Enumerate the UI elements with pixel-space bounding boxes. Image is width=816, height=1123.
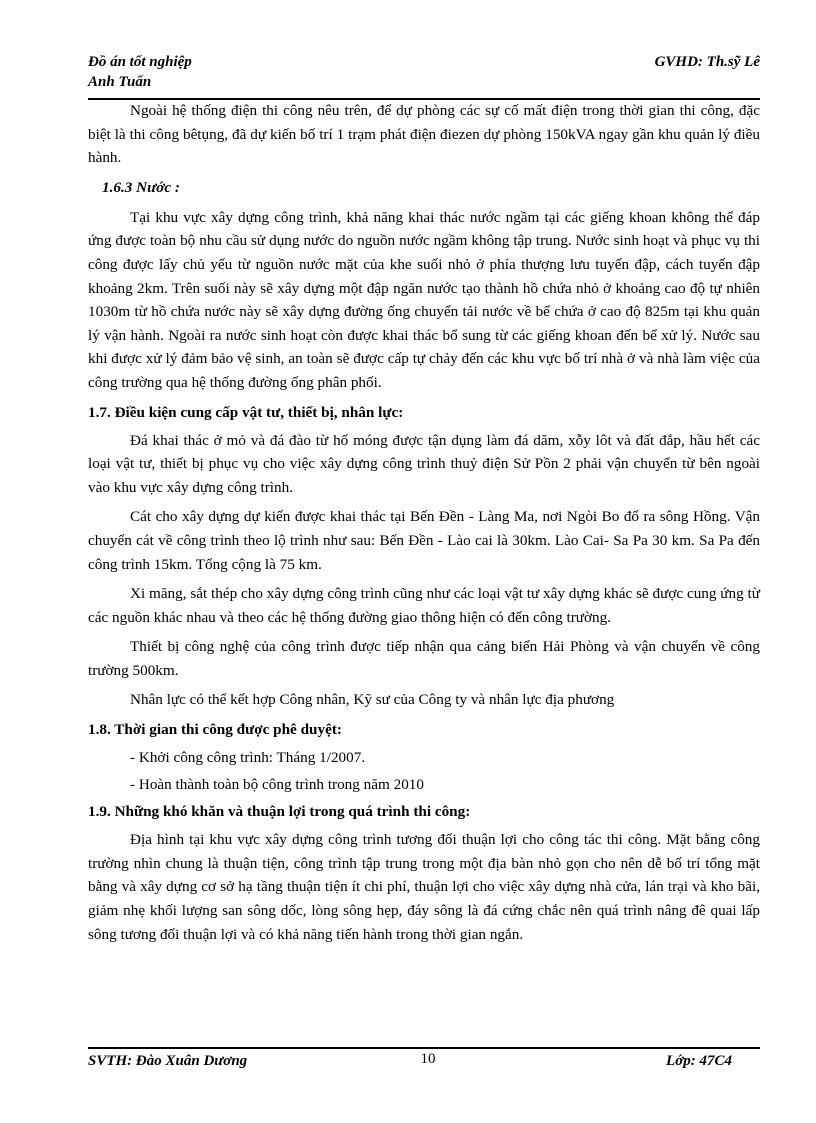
page-body xyxy=(88,99,760,952)
header-thesis-title: Đồ án tốt nghiệp xyxy=(88,54,192,70)
paragraph-materials-cement: Xi măng, sắt thép cho xây dựng công trình cũng như các loại vật tư xây dựng khác sẽ được cung ứng từ các nguồn khác nhau và theo các hệ thống đường giao thông hiện có đến công trường. xyxy=(88,585,760,626)
subsection-heading-water: 1.6.3 Nước : xyxy=(102,178,180,196)
section-heading-materials: 1.7. Điều kiện cung cấp vật tư, thiết bị, nhân lực: xyxy=(88,403,404,421)
paragraph-equipment: Thiết bị công nghệ của công trình được tiếp nhận qua cảng biển Hải Phòng và vận chuyển về công trường 500km. xyxy=(88,638,760,679)
page-header xyxy=(88,52,760,92)
page-number: 10 xyxy=(420,1051,436,1067)
section-heading-difficulties: 1.9. Những khó khăn và thuận lợi trong quá trình thi công: xyxy=(88,803,471,821)
footer-student: SVTH: Đào Xuân Dương xyxy=(88,1053,248,1069)
paragraph-materials-sand: Cát cho xây dựng dự kiến được khai thác tại Bến Đền - Làng Ma, nơi Ngòi Bo đổ ra sông Hồng. Vận chuyển cát về công trình theo lộ trình như sau: Bến Đền - Lào cai là 30km. Lào Cai- Sa Pa 30 km. Sa Pa đến công trình 15km. Tổng cộng là 75 km. xyxy=(88,508,760,573)
header-supervisor-name: Anh Tuấn xyxy=(88,74,152,90)
header-supervisor: GVHD: Th.sỹ Lê xyxy=(654,54,760,70)
section-heading-schedule: 1.8. Thời gian thi công được phê duyệt: xyxy=(88,721,342,739)
paragraph-labor: Nhân lực có thể kết hợp Công nhân, Kỹ sư của Công ty và nhân lực địa phương xyxy=(130,691,615,709)
paragraph-difficulties: Địa hình tại khu vực xây dựng công trình tương đối thuận lợi cho công tác thi công. Mặt bằng công trường nhìn chung là thuận tiện, công trình tập trung trong một địa bàn nhỏ gọn cho nên dễ bố trí tổng mặt bằng và xây dựng cơ sở hạ tầng thuận tiện ít chi phí, thuận lợi cho việc xây dựng nhà cửa, lán trại và kho bãi, giảm nhẹ khối lượng san sông dốc, lòng sông hẹp, đáy sông là đá cứng chắc nên quá trình nâng đê quai lấp sông tương đối thuận lợi và có khả năng tiến hành trong thời gian ngắn. xyxy=(88,831,760,943)
paragraph-water: Tại khu vực xây dựng công trình, khả năng khai thác nước ngầm tại các giếng khoan không thể đáp ứng được toàn bộ nhu cầu sử dụng nước do nguồn nước ngầm không tập trung. Nước sinh hoạt và phục vụ thi công được lấy chủ yếu từ nguồn nước mặt của khe suối nhỏ ở phía thượng lưu tuyến đập, cách tuyến đập khoảng 2km. Trên suối này sẽ xây dựng một đập ngăn nước tạo thành hồ chứa nhỏ ở khoảng cao độ tự nhiên 1030m từ hồ chứa nước này sẽ xây dựng đường ống chuyển tải nước về bể chứa ở cao độ 825m tại khu quản lý vận hành. Ngoài ra nước sinh hoạt còn được khai thác bổ sung từ các giếng khoan đến bể xử lý. Nước sau khi được xử lý đảm bảo vệ sinh, an toàn sẽ được cấp tự chảy đến các khu vực bố trí nhà ở và nhà làm việc của công trường qua hệ thống đường ống phân phối. xyxy=(88,208,760,391)
schedule-finish: - Hoàn thành toàn bộ công trình trong năm 2010 xyxy=(130,775,424,793)
paragraph-backup-power: Ngoài hệ thống điện thi công nêu trên, để dự phòng các sự cố mất điện trong thời gian thi công, đặc biệt là thi công bêtụng, đã dự kiến bố trí 1 trạm phát điện điezen dự phòng 150kVA ngay gần khu quản lý điều hành. xyxy=(88,102,760,167)
schedule-start: - Khởi công công trình: Tháng 1/2007. xyxy=(130,749,366,767)
footer-class: Lớp: 47C4 xyxy=(666,1053,732,1069)
paragraph-materials-stone: Đá khai thác ở mỏ và đá đào từ hố móng được tận dụng làm đá dăm, xỗy lôt và đất đắp, hầu hết các loại vật tư, thiết bị phục vụ cho việc xây dựng công trình thuỷ điện Sử Pồn 2 phải vận chuyển từ bên ngoài vào khu vực xây dựng công trình. xyxy=(88,431,760,496)
